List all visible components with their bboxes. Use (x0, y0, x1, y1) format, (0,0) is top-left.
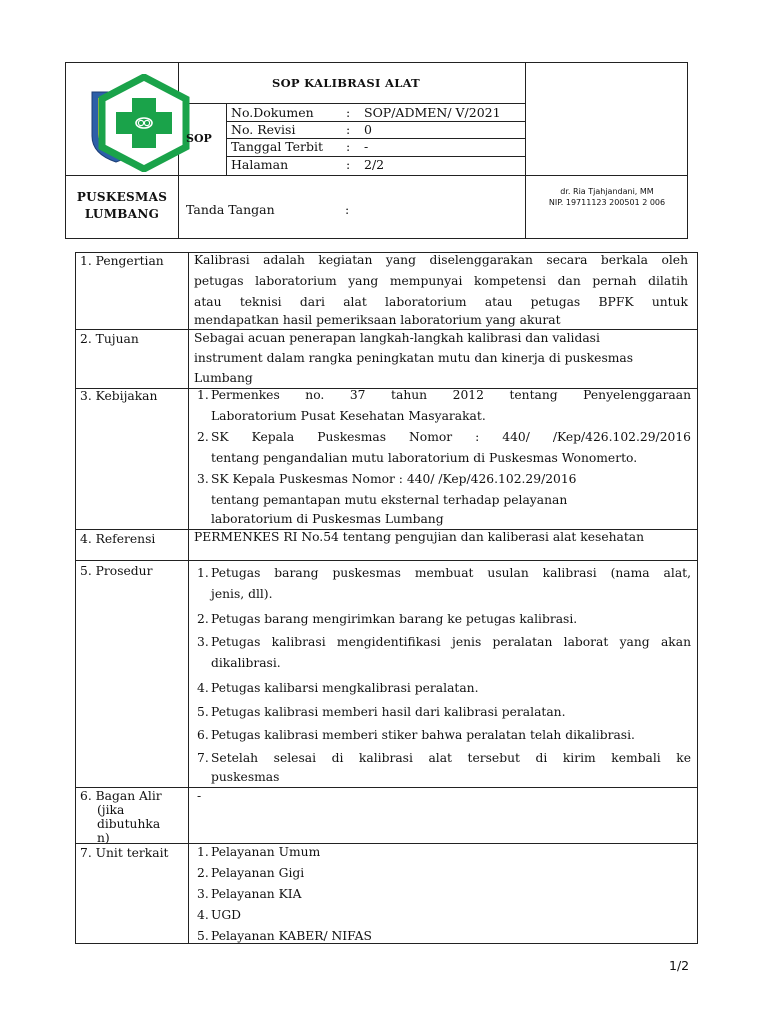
signer-block (527, 186, 687, 208)
list-text: Petugas kalibrasi memberi stiker bahwa peralatan telah dikalibrasi. (211, 728, 635, 742)
section-label-bagan-alir (80, 789, 162, 845)
label-line: n) (97, 831, 110, 845)
list-number: 7. (197, 751, 209, 765)
list-text: Petugas kalibarsi mengkalibrasi peralatan. (211, 681, 479, 695)
list-number: 1. (197, 388, 209, 402)
column-divider (188, 252, 189, 944)
section-label-tujuan: 2. Tujuan (80, 332, 139, 346)
list-text: SK Kepala Puskesmas Nomor : 440/ /Kep/426.102.29/2016 (211, 430, 691, 444)
list-number: 6. (197, 728, 209, 742)
text-line: Lumbang (194, 371, 253, 385)
meta-value-halaman: 2/2 (364, 157, 385, 172)
text-line: atau teknisi dari alat laboratorium atau petugas BPFK untuk (194, 295, 688, 309)
meta-value-no-dokumen: SOP/ADMEN/ V/2021 (364, 105, 501, 120)
meta-label-halaman: Halaman (231, 157, 289, 172)
meta-label-no-dokumen: No.Dokumen (231, 105, 314, 120)
text-line: mendapatkan hasil pemeriksaan laboratorium yang akurat (194, 313, 561, 327)
list-text: SK Kepala Puskesmas Nomor : 440/ /Kep/426.102.29/2016 (211, 472, 577, 486)
list-number: 3. (197, 887, 209, 901)
list-text: Laboratorium Pusat Kesehatan Masyarakat. (211, 409, 486, 423)
header-divider (65, 175, 688, 176)
section-label-kebijakan: 3. Kebijakan (80, 389, 158, 403)
list-text: Pelayanan Gigi (211, 866, 305, 880)
header-divider (178, 103, 526, 104)
list-text: jenis, dll). (211, 587, 273, 601)
signature-separator: : (345, 202, 350, 217)
list-item (197, 385, 691, 427)
section-text-tujuan (194, 328, 688, 388)
text-line: instrument dalam rangka peningkatan mutu dan kinerja di puskesmas (194, 351, 634, 365)
label-line: dibutuhka (97, 817, 161, 831)
signer-nip: NIP. 19711123 200501 2 006 (548, 198, 666, 207)
list-text: Petugas barang puskesmas membuat usulan kalibrasi (nama alat, (211, 566, 691, 580)
header-divider (525, 62, 526, 239)
meta-separator: : (346, 157, 351, 172)
list-item (197, 469, 691, 532)
label-line: 6. Bagan Alir (80, 789, 162, 803)
section-label-referensi: 4. Referensi (80, 532, 156, 546)
section-label-pengertian: 1. Pengertian (80, 254, 164, 268)
list-text: puskesmas (211, 770, 280, 784)
section-label-unit-terkait: 7. Unit terkait (80, 846, 169, 860)
list-item (197, 427, 691, 469)
meta-label-tanggal-terbit: Tanggal Terbit (231, 139, 324, 154)
list-text: UGD (211, 908, 242, 922)
puskesmas-line-2: LUMBANG (84, 207, 160, 221)
row-divider (75, 843, 698, 844)
text-line: Sebagai acuan penerapan langkah-langkah kalibrasi dan validasi (194, 331, 600, 345)
section-label-prosedur: 5. Prosedur (80, 564, 153, 578)
list-text: Pelayanan Umum (211, 845, 321, 859)
list-number: 1. (197, 845, 209, 859)
list-text: tentang pengandalian mutu laboratorium di Puskesmas Wonomerto. (211, 451, 638, 465)
page-number: 1/2 (669, 958, 690, 973)
meta-label-no-revisi: No. Revisi (231, 122, 296, 137)
section-text-bagan-alir: - (197, 789, 202, 803)
signer-name: dr. Ria Tjahjandani, MM (560, 187, 654, 196)
list-text: laboratorium di Puskesmas Lumbang (211, 512, 444, 526)
list-text: Petugas kalibrasi mengidentifikasi jenis peralatan laborat yang akan (211, 635, 691, 649)
text-line: petugas laboratorium yang mempunyai kompetensi dan pernah dilatih (194, 274, 688, 288)
section-list-prosedur (197, 563, 691, 787)
section-text-pengertian (194, 250, 688, 328)
list-text: Pelayanan KABER/ NIFAS (211, 929, 372, 943)
list-number: 3. (197, 472, 209, 486)
list-text: tentang pemantapan mutu eksternal terhadap pelayanan (211, 493, 568, 507)
puskesmas-name (66, 189, 178, 223)
label-line: (jika (97, 803, 125, 817)
section-text-referensi: PERMENKES RI No.54 tentang pengujian dan kaliberasi alat kesehatan (194, 530, 645, 544)
document-title: SOP KALIBRASI ALAT (272, 76, 421, 90)
list-text: Petugas kalibrasi memberi hasil dari kalibrasi peralatan. (211, 705, 566, 719)
list-number: 2. (197, 430, 209, 444)
list-text: Permenkes no. 37 tahun 2012 tentang Penyelenggaraan (211, 388, 691, 402)
list-number: 2. (197, 866, 209, 880)
list-number: 2. (197, 612, 209, 626)
meta-value-tanggal-terbit: - (364, 139, 369, 154)
signature-label: Tanda Tangan (186, 202, 275, 217)
sop-label: SOP (186, 132, 212, 145)
meta-value-no-revisi: 0 (364, 122, 372, 137)
meta-separator: : (346, 105, 351, 120)
meta-separator: : (346, 139, 351, 154)
list-text: Pelayanan KIA (211, 887, 302, 901)
list-number: 1. (197, 566, 209, 580)
list-text: Setelah selesai di kalibrasi alat tersebut di kirim kembali ke (211, 751, 691, 765)
row-divider (75, 787, 698, 788)
text-line: Kalibrasi adalah kegiatan yang diselenggarakan secara berkala oleh (194, 253, 688, 267)
health-cross-logo-icon (98, 74, 190, 172)
row-divider (75, 560, 698, 561)
list-text: Petugas barang mengirimkan barang ke petugas kalibrasi. (211, 612, 578, 626)
list-number: 4. (197, 908, 209, 922)
list-number: 5. (197, 929, 209, 943)
list-text: dikalibrasi. (211, 656, 281, 670)
header-divider (226, 103, 227, 175)
list-number: 5. (197, 705, 209, 719)
list-number: 4. (197, 681, 209, 695)
meta-separator: : (346, 122, 351, 137)
puskesmas-line-1: PUSKESMAS (76, 190, 168, 204)
list-number: 3. (197, 635, 209, 649)
